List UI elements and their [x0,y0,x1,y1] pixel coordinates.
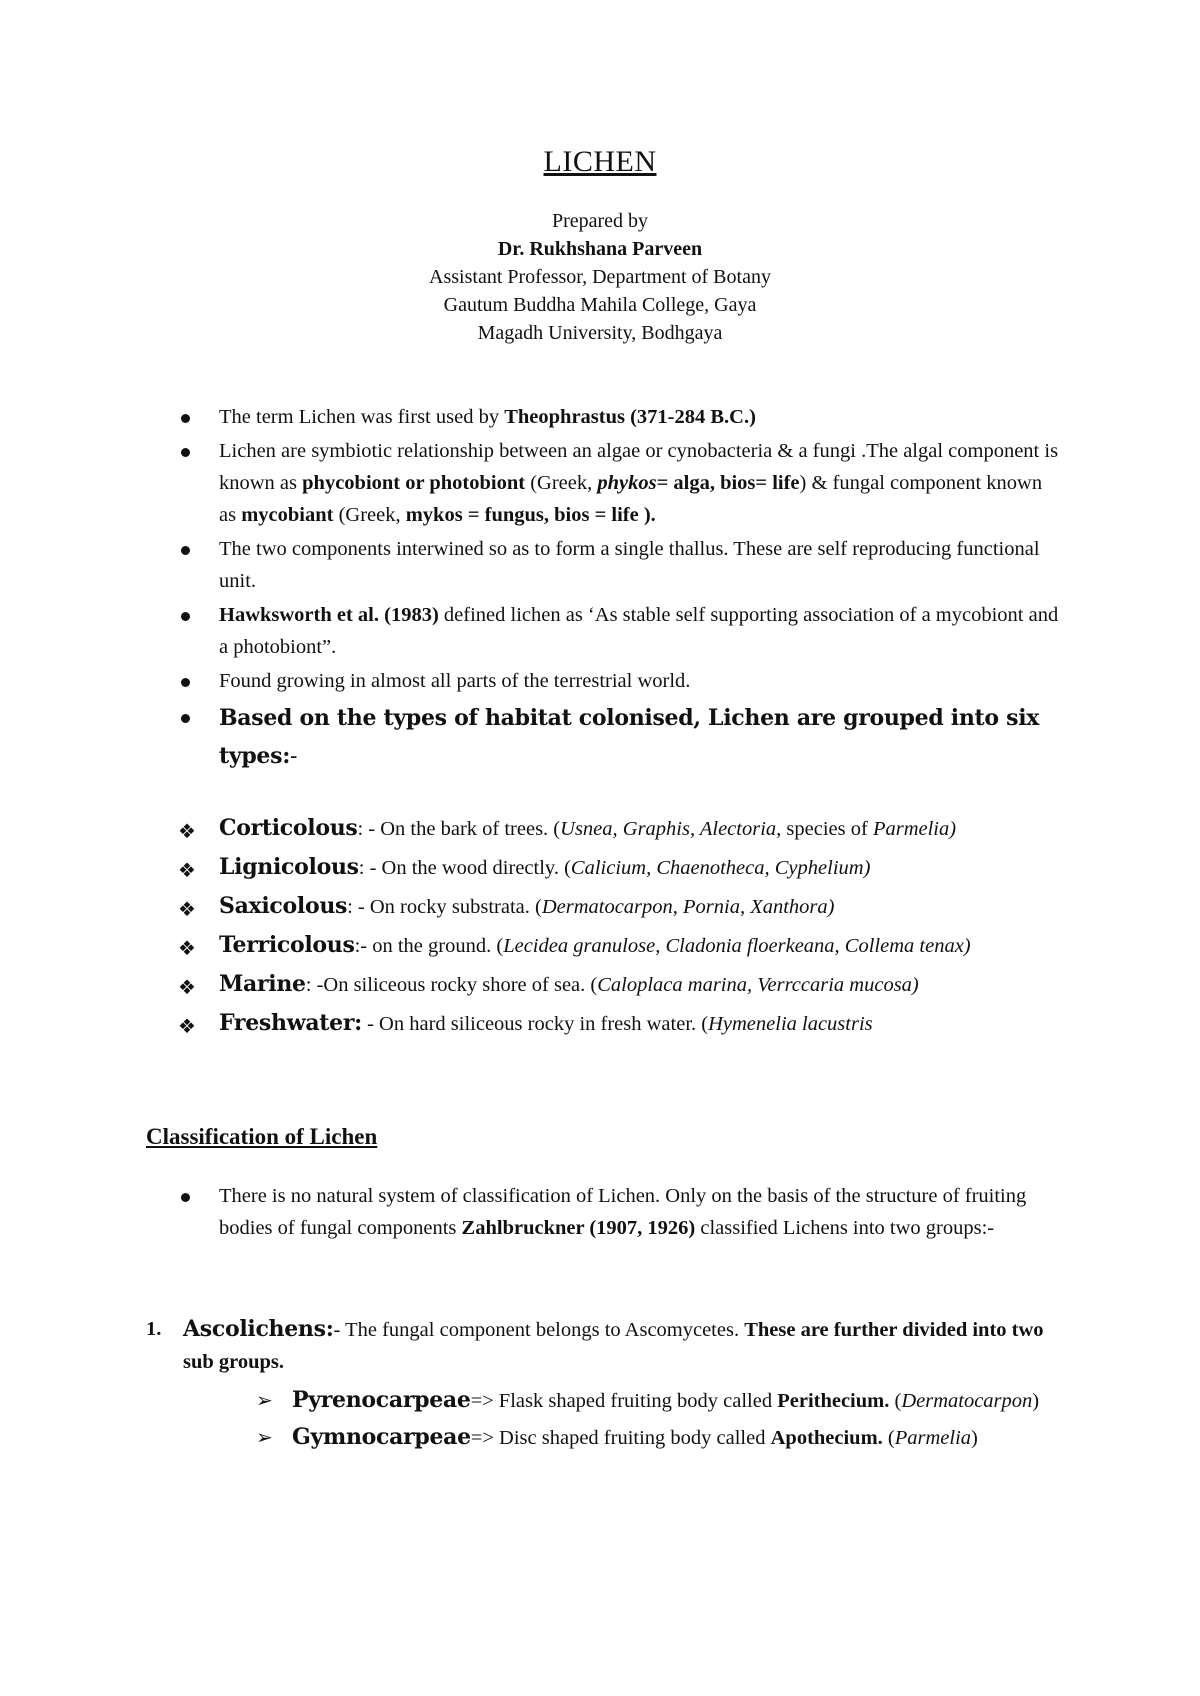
subgroup-list [0,1384,1200,1458]
diamond-bullet-icon: ❖ [178,858,196,882]
list-item: The two components interwined so as to form a single thallus. These are self reproducing functional unit. [0,533,1200,597]
bullet-icon [181,1193,190,1202]
list-item: Lichen are symbiotic relationship between an algae or cynobacteria & a fungi .The algal component is known as phycobiont or photobiont (Greek, phykos= alga, bios= life) & fungal component known as mycobiant (Greek, mykos = fungus, bios = life ). [0,435,1200,531]
list-item: Found growing in almost all parts of the terrestrial world. [0,665,1200,697]
bullet-icon [181,714,190,723]
habitat-item-marine: ❖ Marine: -On siliceous rocky shore of sea. (Caloplaca marina, Verrccaria mucosa) [0,968,1200,1001]
habitat-item-terricolous: ❖ Terricolous:- on the ground. (Lecidea granulose, Cladonia floerkeana, Collema tenax) [0,929,1200,962]
habitat-item-corticolous: ❖ Corticolous: - On the bark of trees. (Usnea, Graphis, Alectoria, species of Parmelia) [0,812,1200,845]
author-position: Assistant Professor, Department of Botany [429,266,771,288]
diamond-bullet-icon: ❖ [178,897,196,921]
section-heading-classification: Classification of Lichen [146,1124,378,1149]
diamond-bullet-icon: ❖ [178,975,196,999]
list-item-habitat-intro: Based on the types of habitat colonised, Lichen are grouped into six types:- [0,699,1200,776]
bullet-icon [181,612,190,621]
numbered-list [0,1313,1200,1378]
arrow-bullet-icon: ➢ [256,1425,273,1449]
author-college: Gautum Buddha Mahila College, Gaya [443,294,757,316]
classification-bullet-list [0,1180,1200,1244]
author-university: Magadh University, Bodhgaya [477,322,723,344]
author-block [0,207,1200,347]
document-title: LICHEN [543,145,657,178]
arrow-bullet-icon: ➢ [256,1388,273,1412]
numbered-item-ascolichens: 1. Ascolichens:- The fungal component belongs to Ascomycetes. These are further divided into two sub groups. [0,1313,1200,1378]
author-name: Dr. Rukhshana Parveen [497,238,703,260]
habitat-item-freshwater: ❖ Freshwater: - On hard siliceous rocky in fresh water. (Hymenelia lacustris [0,1007,1200,1040]
list-item: The term Lichen was first used by Theophrastus (371-284 B.C.) [0,401,1200,433]
bullet-icon [181,678,190,687]
bullet-icon [181,414,190,423]
habitat-item-saxicolous: ❖ Saxicolous: - On rocky substrata. (Dermatocarpon, Pornia, Xanthora) [0,890,1200,923]
habitat-list [0,812,1200,1046]
subgroup-item-gymnocarpeae: ➢ Gymnocarpeae=> Disc shaped fruiting body called Apothecium. (Parmelia) [0,1421,1200,1454]
diamond-bullet-icon: ❖ [178,936,196,960]
diamond-bullet-icon: ❖ [178,819,196,843]
item-number: 1. [146,1318,162,1340]
bullet-icon [181,546,190,555]
list-item: There is no natural system of classification of Lichen. Only on the basis of the structure of fruiting bodies of fungal components Zahlbruckner (1907, 1926) classified Lichens into two groups:- [0,1180,1200,1244]
diamond-bullet-icon: ❖ [178,1014,196,1038]
habitat-item-lignicolous: ❖ Lignicolous: - On the wood directly. (Calicium, Chaenotheca, Cyphelium) [0,851,1200,884]
subgroup-item-pyrenocarpeae: ➢ Pyrenocarpeae=> Flask shaped fruiting body called Perithecium. (Dermatocarpon) [0,1384,1200,1417]
intro-bullet-list [0,401,1200,778]
prepared-by: Prepared by [551,210,649,232]
list-item: Hawksworth et al. (1983) defined lichen as ‘As stable self supporting association of a mycobiont and a photobiont”. [0,599,1200,663]
bullet-icon [181,448,190,457]
